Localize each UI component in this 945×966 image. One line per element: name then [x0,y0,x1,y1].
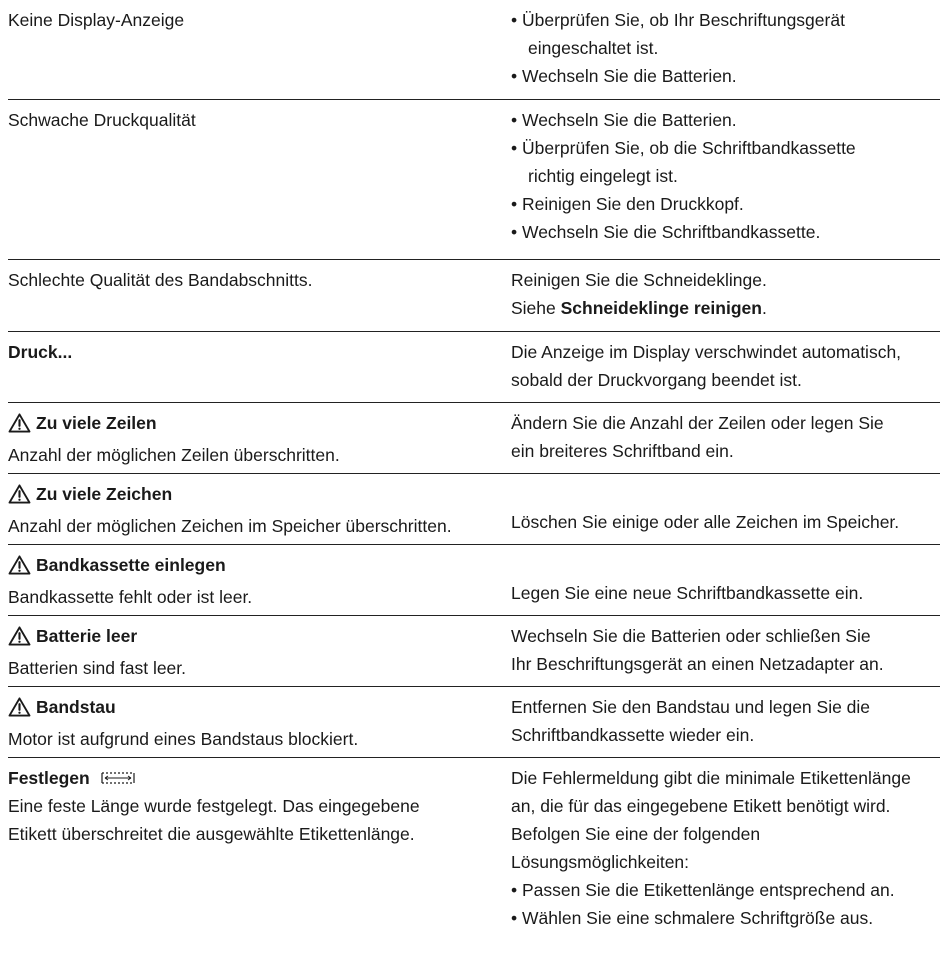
problem-cell [8,551,498,611]
solution-cell [511,6,945,90]
problem-cell [8,6,498,34]
see-prefix: Siehe [511,298,561,318]
section-reference: Schneideklinge reinigen [560,298,762,318]
solution-line: Die Anzeige im Display verschwindet automatisch, [511,342,902,362]
display-message: Druck... [8,342,73,362]
solution-line: • Passen Sie die Etikettenlänge entsprechend an. [511,880,895,900]
solution-line: richtig eingelegt ist. [528,166,678,186]
table-row-no-display [8,0,940,100]
message-title: Festlegen [8,768,90,788]
solution-line: • Reinigen Sie den Druckkopf. [511,194,744,214]
solution-line: Die Fehlermeldung gibt die minimale Etikettenlänge [511,768,911,788]
solution-line: • Überprüfen Sie, ob die Schriftbandkassette [511,138,856,158]
warning-icon [8,413,31,433]
solution-line: Legen Sie eine neue Schriftbandkassette ein. [511,583,864,603]
warning-title: Zu viele Zeilen [36,413,157,433]
problem-text: Anzahl der möglichen Zeichen im Speicher überschritten. [8,516,452,536]
problem-cell [8,106,498,134]
solution-line: • Überprüfen Sie, ob Ihr Beschriftungsgerät [511,10,845,30]
solution-line: Löschen Sie einige oder alle Zeichen im Speicher. [511,512,900,532]
table-row-too-many-chars [8,474,940,545]
problem-cell [8,764,498,848]
problem-text: Eine feste Länge wurde festgelegt. Das eingegebene [8,796,420,816]
warning-icon [8,555,31,575]
solution-cell [511,338,945,394]
warning-title: Batterie leer [36,626,138,646]
solution-line: Lösungsmöglichkeiten: [511,852,690,872]
warning-message [8,622,137,650]
solution-line: Wechseln Sie die Batterien oder schließen Sie [511,626,871,646]
table-row-weak-print [8,100,940,260]
problem-text: Motor ist aufgrund eines Bandstaus blockiert. [8,729,359,749]
problem-cell [8,693,498,753]
solution-cell [511,693,945,749]
table-row-printing [8,332,940,403]
problem-text: Etikett überschreitet die ausgewählte Etikettenlänge. [8,824,415,844]
problem-cell [8,622,498,682]
warning-message [8,480,172,508]
solution-line: an, die für das eingegebene Etikett benötigt wird. [511,796,891,816]
solution-line: Reinigen Sie die Schneideklinge. [511,270,767,290]
table-row-too-many-lines [8,403,940,474]
solution-cell [511,106,945,246]
solution-cell [511,508,945,536]
solution-cell [511,764,945,932]
fixed-length-icon [100,771,136,785]
see-suffix: . [761,298,767,318]
solution-line: • Wechseln Sie die Batterien. [511,66,737,86]
solution-cell [511,579,945,607]
warning-message [8,693,116,721]
warning-icon [8,697,31,717]
warning-title: Zu viele Zeichen [36,484,173,504]
solution-line: sobald der Druckvorgang beendet ist. [511,370,802,390]
solution-line: eingeschaltet ist. [528,38,659,58]
problem-text: Batterien sind fast leer. [8,658,187,678]
solution-line: • Wählen Sie eine schmalere Schriftgröße aus. [511,908,874,928]
solution-cell [511,266,945,322]
problem-cell [8,409,498,469]
solution-cell [511,622,945,678]
problem-cell [8,480,518,540]
solution-line: • Wechseln Sie die Schriftbandkassette. [511,222,821,242]
problem-text: Bandkassette fehlt oder ist leer. [8,587,253,607]
warning-icon [8,484,31,504]
solution-line [511,294,945,322]
warning-icon [8,626,31,646]
problem-text: Schlechte Qualität des Bandabschnitts. [8,270,313,290]
problem-cell [8,266,498,294]
problem-text: Keine Display-Anzeige [8,10,185,30]
table-row-fixed-length [8,758,940,958]
solution-line: Schriftbandkassette wieder ein. [511,725,755,745]
solution-line: • Wechseln Sie die Batterien. [511,110,737,130]
problem-cell [8,338,498,366]
table-row-battery-low [8,616,940,687]
solution-line: Ändern Sie die Anzahl der Zeilen oder legen Sie [511,413,884,433]
table-row-tape-jam [8,687,940,758]
warning-title: Bandstau [36,697,116,717]
table-row-bad-cut [8,260,940,332]
warning-message [8,551,226,579]
display-message [8,764,136,792]
solution-line: Ihr Beschriftungsgerät an einen Netzadapter an. [511,654,884,674]
warning-message [8,409,157,437]
table-row-insert-cassette [8,545,940,616]
solution-cell [511,409,945,465]
problem-text: Schwache Druckqualität [8,110,196,130]
solution-line: Entfernen Sie den Bandstau und legen Sie die [511,697,871,717]
solution-line: Befolgen Sie eine der folgenden [511,824,761,844]
solution-line: ein breiteres Schriftband ein. [511,441,734,461]
problem-text: Anzahl der möglichen Zeilen überschritten. [8,445,340,465]
warning-title: Bandkassette einlegen [36,555,226,575]
